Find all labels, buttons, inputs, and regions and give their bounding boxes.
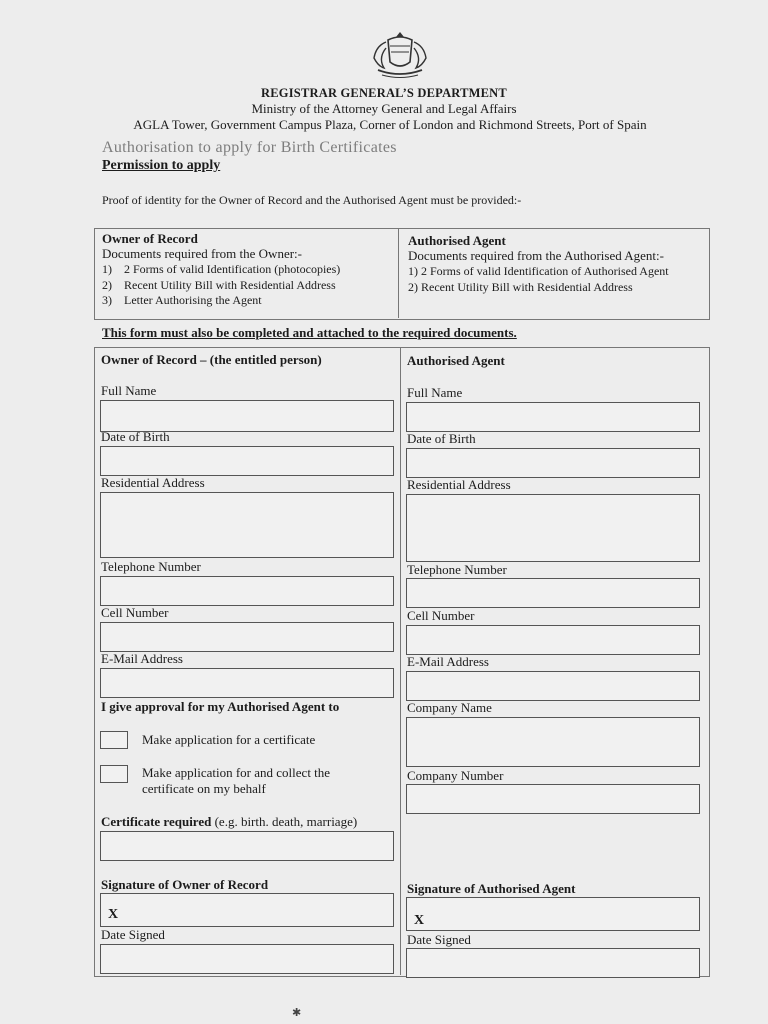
approval-heading: I give approval for my Authorised Agent to — [101, 699, 340, 714]
owner-docs-intro: Documents required from the Owner:- — [102, 246, 302, 261]
form-subtitle: Permission to apply — [102, 158, 221, 173]
option-make-application-checkbox[interactable] — [100, 731, 128, 749]
agent-telephone-field[interactable] — [406, 578, 700, 608]
owner-cell-field[interactable] — [100, 622, 394, 652]
agent-email-field[interactable] — [406, 671, 700, 701]
agent-dob-label: Date of Birth — [407, 431, 476, 446]
ministry-name: Ministry of the Attorney General and Legal Affairs — [251, 101, 517, 116]
agent-signature-x: X — [414, 913, 425, 928]
agent-signature-field[interactable] — [406, 897, 700, 931]
agent-cell-field[interactable] — [406, 625, 700, 655]
form-title: Authorisation to apply for Birth Certificates — [102, 139, 397, 156]
owner-address-label: Residential Address — [101, 475, 205, 490]
list-item: 2) Recent Utility Bill with Residential Address — [408, 279, 633, 294]
certificate-required-label: Certificate required (e.g. birth. death, marriage) — [101, 814, 358, 829]
agent-date-signed-label: Date Signed — [407, 932, 471, 947]
owner-date-signed-label: Date Signed — [101, 927, 165, 942]
company-number-label: Company Number — [407, 768, 504, 783]
list-item: 2) Recent Utility Bill with Residential Address — [102, 277, 336, 292]
owner-full-name-label: Full Name — [101, 383, 157, 398]
agent-address-label: Residential Address — [407, 477, 511, 492]
table-divider — [398, 228, 399, 318]
agent-docs-heading: Authorised Agent — [408, 233, 506, 248]
agent-signature-label: Signature of Authorised Agent — [407, 881, 576, 896]
list-item: 3) Letter Authorising the Agent — [102, 293, 262, 307]
agent-docs-list — [408, 264, 669, 295]
owner-docs-heading: Owner of Record — [102, 231, 198, 246]
owner-signature-x: X — [108, 907, 119, 922]
owner-signature-field[interactable] — [100, 893, 394, 927]
owner-signature-label: Signature of Owner of Record — [101, 877, 269, 892]
option-make-application-label: Make application for a certificate — [142, 732, 316, 747]
owner-docs-list — [102, 262, 340, 309]
agent-section-heading: Authorised Agent — [407, 353, 505, 368]
form-attachment-note: This form must also be completed and attached to the required documents. — [102, 325, 517, 340]
owner-full-name-field[interactable] — [100, 400, 394, 432]
scan-mark-icon: ✱ — [292, 1007, 302, 1019]
agent-telephone-label: Telephone Number — [407, 562, 507, 577]
agent-dob-field[interactable] — [406, 448, 700, 478]
owner-telephone-field[interactable] — [100, 576, 394, 606]
form-divider — [400, 347, 401, 975]
proof-of-identity-note: Proof of identity for the Owner of Record and the Authorised Agent must be provided:- — [102, 193, 522, 207]
department-address: AGLA Tower, Government Campus Plaza, Corner of London and Richmond Streets, Port of Spain — [133, 117, 647, 132]
agent-date-signed-field[interactable] — [406, 948, 700, 978]
company-name-label: Company Name — [407, 700, 492, 715]
department-name: REGISTRAR GENERAL’S DEPARTMENT — [261, 86, 507, 100]
owner-cell-label: Cell Number — [101, 605, 169, 620]
agent-full-name-label: Full Name — [407, 385, 463, 400]
company-number-field[interactable] — [406, 784, 700, 814]
list-item: 1) 2 Forms of valid Identification of Authorised Agent — [408, 264, 669, 278]
owner-email-label: E-Mail Address — [101, 651, 183, 666]
owner-dob-field[interactable] — [100, 446, 394, 476]
owner-date-signed-field[interactable] — [100, 944, 394, 974]
owner-dob-label: Date of Birth — [101, 429, 170, 444]
option-apply-and-collect-label-line1: Make application for and collect the — [142, 765, 331, 780]
certificate-required-field[interactable] — [100, 831, 394, 861]
option-apply-and-collect-checkbox[interactable] — [100, 765, 128, 783]
agent-address-field[interactable] — [406, 494, 700, 562]
owner-telephone-label: Telephone Number — [101, 559, 201, 574]
agent-email-label: E-Mail Address — [407, 654, 489, 669]
option-apply-and-collect-label-line2: certificate on my behalf — [142, 781, 266, 796]
owner-address-field[interactable] — [100, 492, 394, 558]
agent-full-name-field[interactable] — [406, 402, 700, 432]
agent-cell-label: Cell Number — [407, 608, 475, 623]
agent-docs-intro: Documents required from the Authorised Agent:- — [408, 248, 664, 263]
list-item: 1) 2 Forms of valid Identification (photocopies) — [102, 262, 341, 276]
coat-of-arms-icon — [364, 28, 436, 82]
owner-email-field[interactable] — [100, 668, 394, 698]
owner-section-heading: Owner of Record – (the entitled person) — [101, 352, 322, 367]
company-name-field[interactable] — [406, 717, 700, 767]
